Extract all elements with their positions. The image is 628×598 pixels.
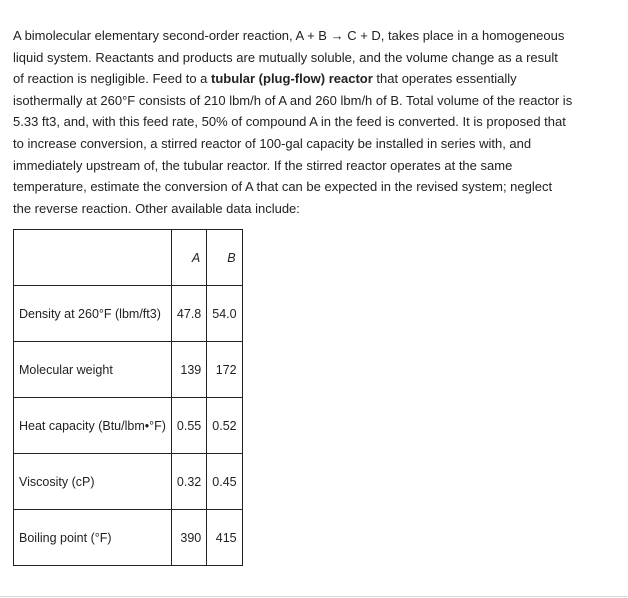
divider [0,596,628,597]
table-row [14,454,243,510]
text-line: temperature, estimate the conversion of A that can be expected in the revised system; neglect [13,179,553,195]
text-line: to increase conversion, a stirred reactor of 100-gal capacity be installed in series with, and [13,135,532,151]
header-a: A [171,230,206,286]
value-a-cell: 47.8 [171,286,206,342]
value-a-cell: 139 [171,342,206,398]
text-segment: of reaction is negligible. Feed to a [13,71,212,87]
text-line: isothermally at 260°F consists of 210 lbm/h of A and 260 lbm/h of B. Total volume of the reactor is [13,92,573,108]
text-segment: that operates essentially [372,71,517,87]
text-line [13,68,623,90]
value-b-cell: 415 [207,510,242,566]
text-line: the reverse reaction. Other available data include: [13,200,300,216]
value-b-cell: 172 [207,342,242,398]
property-cell: Molecular weight [14,342,172,398]
table-row [14,510,243,566]
property-cell: Boiling point (°F) [14,510,172,566]
table-row [14,286,243,342]
property-cell: Viscosity (cP) [14,454,172,510]
table-row [14,398,243,454]
text-line: liquid system. Reactants and products are mutually soluble, and the volume change as a result [13,49,558,65]
text-line: A bimolecular elementary second-order reaction, A + B → C + D, takes place in a homogeneous [13,28,565,43]
header-b: B [207,230,242,286]
value-a-cell: 0.55 [171,398,206,454]
value-b-cell: 0.52 [207,398,242,454]
property-cell: Density at 260°F (lbm/ft3) [14,286,172,342]
property-cell: Heat capacity (Btu/lbm•°F) [14,398,172,454]
properties-table [13,229,243,566]
value-a-cell: 390 [171,510,206,566]
value-a-cell: 0.32 [171,454,206,510]
table-header-row [14,230,243,286]
bold-reactor-type: tubular (plug-flow) reactor [211,71,373,87]
value-b-cell: 54.0 [207,286,242,342]
table-row [14,342,243,398]
header-blank [14,230,172,286]
problem-statement [13,25,623,219]
text-line: 5.33 ft3, and, with this feed rate, 50% of compound A in the feed is converted. It is proposed that [13,114,566,130]
value-b-cell: 0.45 [207,454,242,510]
text-line: immediately upstream of, the tubular reactor. If the stirred reactor operates at the same [13,157,513,173]
